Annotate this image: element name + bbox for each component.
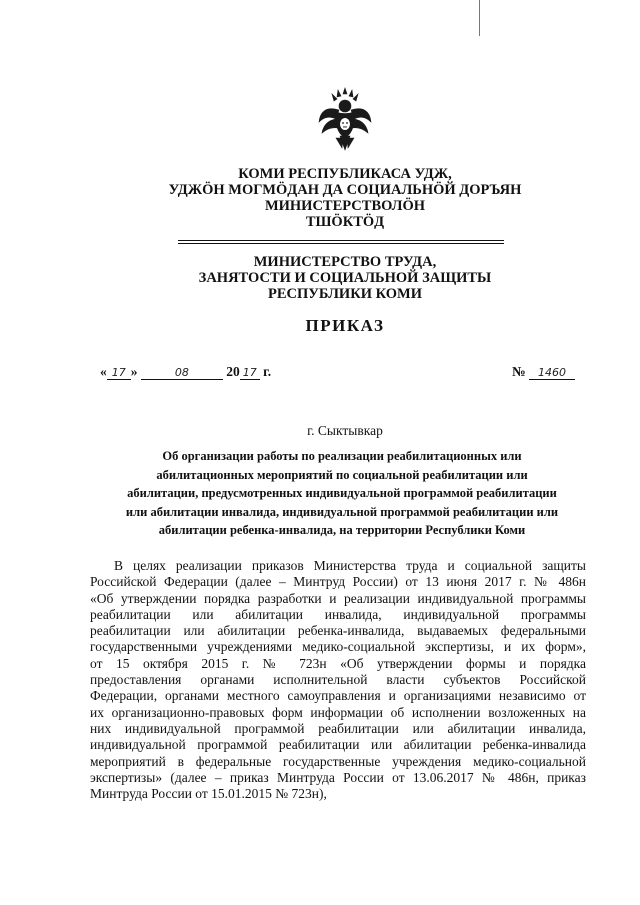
body-line: предоставления органами исполнительной власти субъектов Российской <box>90 672 586 688</box>
date-day: 17 <box>111 366 126 379</box>
body-line: Минтруда России от 15.01.2015 № 723н), <box>90 786 327 802</box>
scan-margin-mark <box>479 0 480 36</box>
document-type-title: ПРИКАЗ <box>305 316 385 335</box>
body-line: их организационно-правовых форм информации об исполнении возложенных на <box>90 704 586 720</box>
header-komi <box>150 166 540 230</box>
order-subject <box>96 447 588 540</box>
komi-republic-emblem-icon <box>316 86 374 152</box>
number-field <box>529 364 575 380</box>
header-komi-line-2: УДЖӦН МОГМӦДАН ДА СОЦИАЛЬНӦЙ ДОРЪЯН <box>168 182 522 198</box>
number-label: № <box>512 364 526 379</box>
order-number <box>512 364 575 380</box>
header-divider-top <box>178 240 504 241</box>
header-komi-line-3: МИНИСТЕРСТВОЛӦН <box>264 198 426 214</box>
city-name: г. Сыктывкар <box>307 423 383 438</box>
header-russian <box>150 254 540 302</box>
header-divider-bottom <box>178 243 504 244</box>
date-day-field <box>107 364 131 380</box>
date-open-quote: « <box>100 364 107 379</box>
body-line: экспертизы» (далее – приказ Минтруда России от 13.06.2017 № 486н, приказ <box>90 769 586 785</box>
body-line: В целях реализации приказов Министерства труда и социальной защиты <box>114 558 586 573</box>
number-value: 1460 <box>537 366 566 379</box>
date-month: 08 <box>174 366 189 379</box>
date-year-suffix: 17 <box>242 366 257 379</box>
date-year-prefix: 20 <box>226 364 240 379</box>
subject-line: или абилитации инвалида, индивидуальной программой реабилитации или <box>125 504 559 519</box>
header-ru-line-1: МИНИСТЕРСТВО ТРУДА, <box>253 254 437 270</box>
date-year-unit: г. <box>263 364 272 379</box>
order-date <box>100 364 271 380</box>
date-close-quote: » <box>130 364 138 379</box>
body-line: мероприятий в федеральные государственные учреждения медико-социальной <box>90 753 586 769</box>
body-paragraph <box>90 558 586 802</box>
subject-line: Об организации работы по реализации реабилитационных или <box>162 449 522 463</box>
body-line: реабилитации или абилитации инвалида, индивидуальной программы <box>90 606 586 622</box>
body-line: государственными учреждениями медико-социальной экспертизы, и их форм», <box>90 639 586 655</box>
subject-line: абилитации ребенка-инвалида, на территории Республики Коми <box>158 523 526 537</box>
body-line: Российской Федерации (далее – Минтруд России) от 13 июня 2017 г. № 486н <box>90 574 586 590</box>
header-ru-line-2: ЗАНЯТОСТИ И СОЦИАЛЬНОЙ ЗАЩИТЫ <box>198 270 492 286</box>
body-line: индивидуальной программой реабилитации или абилитации ребенка-инвалида <box>90 737 586 753</box>
header-komi-line-4: ТШӦКТӦД <box>305 214 385 230</box>
subject-line: абилитации, предусмотренных индивидуальной программой реабилитации <box>127 486 557 500</box>
date-year-field <box>240 364 260 380</box>
body-line: них индивидуальной программой реабилитации или абилитации инвалида, <box>90 720 586 736</box>
body-line: от 15 октября 2015 г. № 723н «Об утверждении формы и порядка <box>90 655 586 671</box>
body-line: реабилитации или абилитации ребенка-инвалида, выдаваемых федеральными <box>90 623 586 639</box>
body-line: «Об утверждении порядка разработки и реализации индивидуальной программы <box>90 590 586 606</box>
date-month-field <box>141 364 223 380</box>
header-komi-line-1: КОМИ РЕСПУБЛИКАСА УДЖ, <box>238 166 452 182</box>
subject-line: абилитационных мероприятий по социальной реабилитации или <box>156 467 528 482</box>
header-ru-line-3: РЕСПУБЛИКИ КОМИ <box>267 286 423 302</box>
body-line: Федерации, органами местного самоуправления и организациями независимо от <box>90 688 586 704</box>
